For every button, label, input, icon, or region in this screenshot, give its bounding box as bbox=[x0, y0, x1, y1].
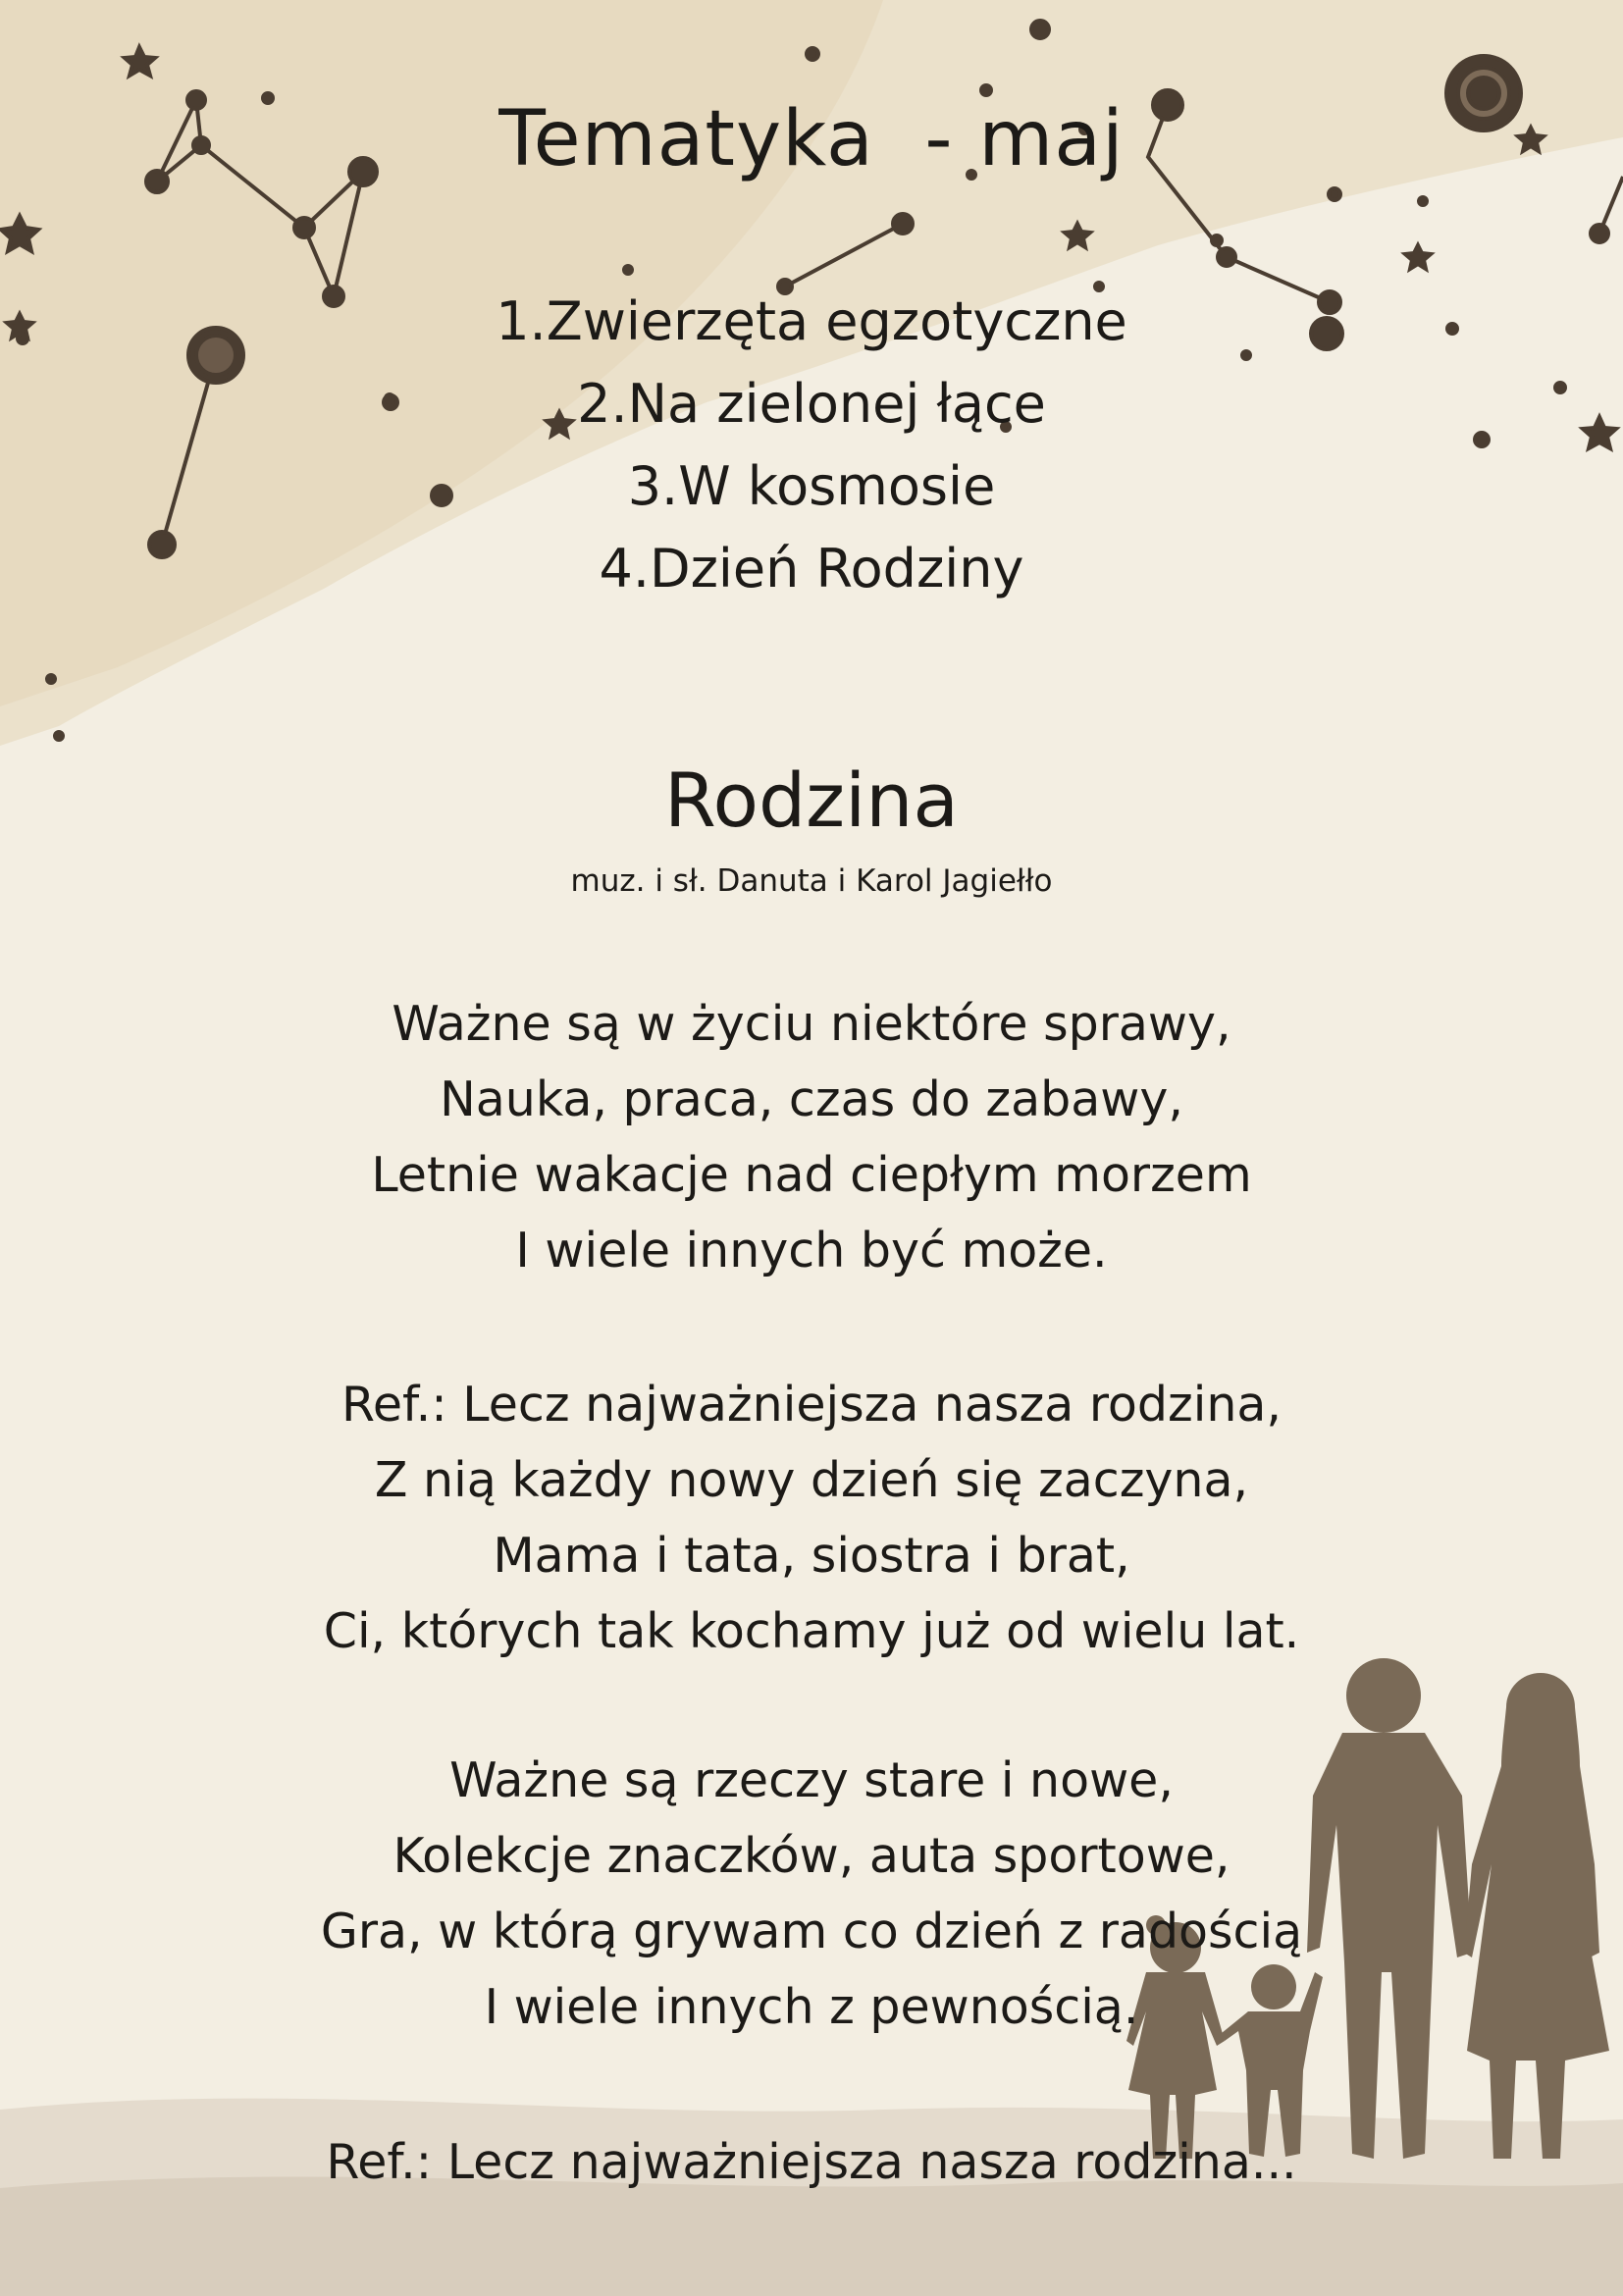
lyric-line: I wiele innych z pewnością. bbox=[484, 1979, 1139, 2035]
topic-item: 1.Zwierzęta egzotyczne bbox=[496, 290, 1127, 352]
lyric-line: Ref.: Lecz najważniejsza nasza rodzina, bbox=[340, 1377, 1283, 1433]
lyric-line: Nauka, praca, czas do zabawy, bbox=[440, 1071, 1183, 1127]
song-stanza-1 bbox=[0, 986, 1623, 1288]
lyric-line: Kolekcje znaczków, auta sportowe, bbox=[393, 1828, 1230, 1884]
lyric-line: Gra, w którą grywam co dzień z radością bbox=[320, 1904, 1303, 1959]
lyric-line: Mama i tata, siostra i brat, bbox=[493, 1528, 1130, 1584]
lyric-line: Ważne są w życiu niektóre sprawy, bbox=[392, 996, 1231, 1052]
topic-item: 2.Na zielonej łące bbox=[577, 373, 1046, 435]
lyric-line: Ref.: Lecz najważniejsza nasza rodzina... bbox=[326, 2134, 1297, 2190]
topic-item: 4.Dzień Rodziny bbox=[599, 538, 1024, 600]
lyric-line: Letnie wakacje nad ciepłym morzem bbox=[371, 1147, 1252, 1203]
topics-list bbox=[0, 281, 1623, 610]
lyric-line: Ci, których tak kochamy już od wielu lat. bbox=[323, 1603, 1300, 1659]
topic-item: 3.W kosmosie bbox=[627, 455, 996, 517]
song-refrain-repeat bbox=[0, 2124, 1623, 2200]
lyric-line: Z nią każdy nowy dzień się zaczyna, bbox=[374, 1452, 1249, 1508]
lyric-line: Ważne są rzeczy stare i nowe, bbox=[449, 1752, 1174, 1808]
song-credits: muz. i sł. Danuta i Karol Jagiełło bbox=[570, 863, 1053, 899]
song-refrain bbox=[0, 1367, 1623, 1669]
lyric-line: I wiele innych być może. bbox=[515, 1223, 1108, 1278]
song-stanza-2 bbox=[0, 1743, 1623, 2045]
song-title: Rodzina bbox=[664, 757, 959, 844]
page-title: Tematyka - maj bbox=[498, 95, 1125, 183]
